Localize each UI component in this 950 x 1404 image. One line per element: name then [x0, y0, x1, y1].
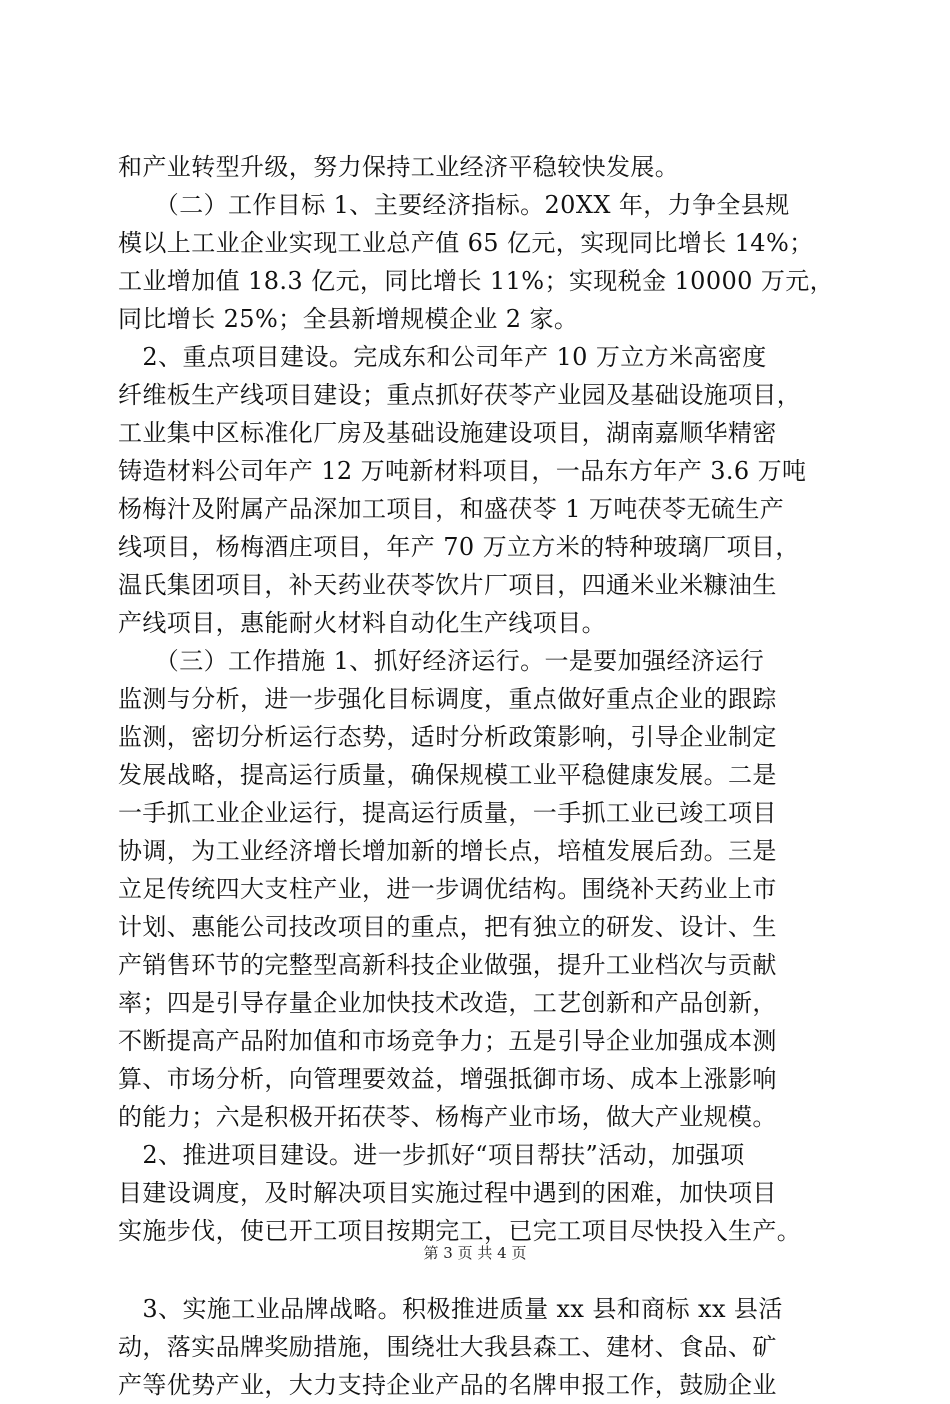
- body-text-line: 和产业转型升级，努力保持工业经济平稳较快发展。: [118, 153, 680, 181]
- body-text-line: 产等优势产业，大力支持企业产品的名牌申报工作，鼓励企业: [118, 1371, 777, 1399]
- body-text-line: 3、实施工业品牌战略。积极推进质量 xx 县和商标 xx 县活: [118, 1295, 783, 1323]
- body-text-line: 计划、惠能公司技改项目的重点，把有独立的研发、设计、生: [118, 913, 777, 941]
- body-text-line: 算、市场分析，向管理要效益，增强抵御市场、成本上涨影响: [118, 1065, 777, 1093]
- body-text-line: 立足传统四大支柱产业，进一步调优结构。围绕补天药业上市: [118, 875, 777, 903]
- body-text-line: 协调，为工业经济增长增加新的增长点，培植发展后劲。三是: [118, 837, 777, 865]
- body-text-line: 同比增长 25%；全县新增规模企业 2 家。: [118, 305, 579, 333]
- page-number-footer: 第 3 页 共 4 页: [423, 1244, 527, 1262]
- body-text-line: 产销售环节的完整型高新科技企业做强，提升工业档次与贡献: [118, 951, 777, 979]
- body-text-line: 率；四是引导存量企业加快技术改造，工艺创新和产品创新，: [118, 989, 777, 1017]
- body-text-line: 线项目，杨梅酒庄项目，年产 70 万立方米的特种玻璃厂项目，: [118, 533, 800, 561]
- body-text-line: 2、推进项目建设。进一步抓好“项目帮扶”活动，加强项: [118, 1141, 745, 1169]
- body-text-line: 目建设调度，及时解决项目实施过程中遇到的困难，加快项目: [118, 1179, 777, 1207]
- body-text-line: 2、重点项目建设。完成东和公司年产 10 万立方米高密度: [118, 343, 767, 371]
- body-text-line: 工业集中区标准化厂房及基础设施建设项目，湖南嘉顺华精密: [118, 419, 777, 447]
- body-text-line: 工业增加值 18.3 亿元，同比增长 11%；实现税金 10000 万元，: [118, 267, 835, 295]
- body-text-line: 实施步伐，使已开工项目按期完工，已完工项目尽快投入生产。: [118, 1217, 802, 1245]
- body-text-line: 模以上工业企业实现工业总产值 65 亿元，实现同比增长 14%；: [118, 229, 814, 257]
- body-text-line: 发展战略，提高运行质量，确保规模工业平稳健康发展。二是: [118, 761, 777, 789]
- body-text-line: 动，落实品牌奖励措施，围绕壮大我县森工、建材、食品、矿: [118, 1333, 777, 1361]
- document-body: [118, 148, 834, 1404]
- body-text-line: 纤维板生产线项目建设；重点抓好茯苓产业园及基础设施项目，: [118, 381, 802, 409]
- body-text-line: 的能力；六是积极开拓茯苓、杨梅产业市场，做大产业规模。: [118, 1103, 777, 1131]
- body-text-line: （二）工作目标 1、主要经济指标。20XX 年，力争全县规: [118, 191, 790, 219]
- body-text-line: 铸造材料公司年产 12 万吨新材料项目，一品东方年产 3.6 万吨: [118, 457, 807, 485]
- body-text-line: 监测与分析，进一步强化目标调度，重点做好重点企业的跟踪: [118, 685, 777, 713]
- body-text-line: 温氏集团项目，补天药业茯苓饮片厂项目，四通米业米糠油生: [118, 571, 777, 599]
- body-text-line: 产线项目，惠能耐火材料自动化生产线项目。: [118, 609, 606, 637]
- body-text-line: 监测，密切分析运行态势，适时分析政策影响，引导企业制定: [118, 723, 777, 751]
- body-text-line: 杨梅汁及附属产品深加工项目，和盛茯苓 1 万吨茯苓无硫生产: [118, 495, 785, 523]
- body-text-line: 一手抓工业企业运行，提高运行质量，一手抓工业已竣工项目: [118, 799, 777, 827]
- body-text-line: （三）工作措施 1、抓好经济运行。一是要加强经济运行: [118, 647, 765, 675]
- body-text-line: 不断提高产品附加值和市场竞争力；五是引导企业加强成本测: [118, 1027, 777, 1055]
